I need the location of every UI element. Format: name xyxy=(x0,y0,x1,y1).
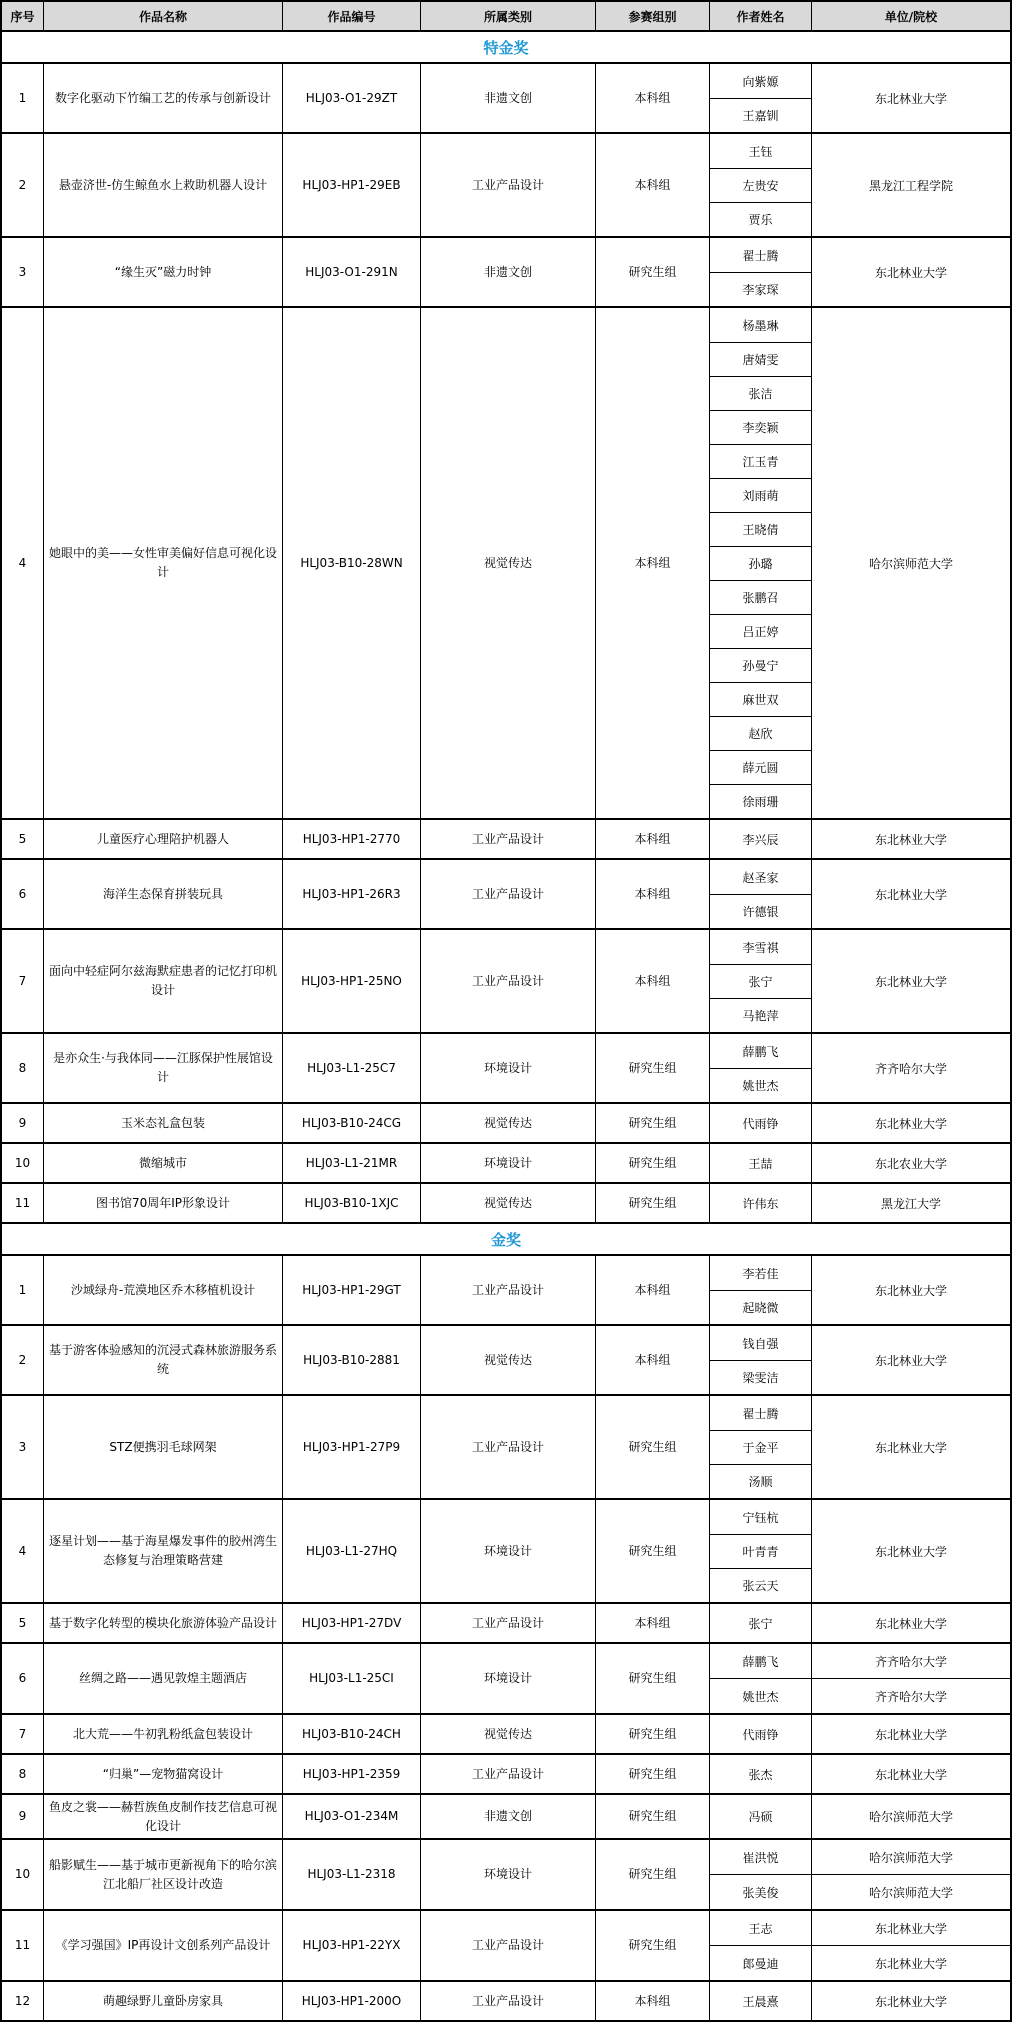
table-row xyxy=(2,1982,1010,2020)
authors-stack xyxy=(710,1795,812,1838)
authors-institution-area xyxy=(710,1604,1010,1642)
work-code-cell: HLJ03-O1-234M xyxy=(283,1795,421,1838)
author-cell: 张宁 xyxy=(748,1616,773,1631)
category-cell: 环境设计 xyxy=(421,1144,596,1182)
work-code-cell: HLJ03-HP1-2359 xyxy=(283,1755,421,1793)
authors-institution-area xyxy=(710,1034,1010,1102)
author-cell: 李家琛 xyxy=(710,272,811,306)
work-title-cell: 数字化驱动下竹编工艺的传承与创新设计 xyxy=(44,64,283,132)
table-row xyxy=(2,1396,1010,1500)
group-cell: 研究生组 xyxy=(596,1184,710,1222)
authors-institution-area xyxy=(710,308,1010,818)
institution-cell: 东北林业大学 xyxy=(874,1956,947,1971)
work-title-cell: 玉米态礼盒包装 xyxy=(44,1104,283,1142)
category-cell: 视觉传达 xyxy=(421,1184,596,1222)
table-row xyxy=(2,1715,1010,1755)
authors-institution-area xyxy=(710,1326,1010,1394)
work-title-cell: 海洋生态保育拼装玩具 xyxy=(44,860,283,928)
author-cell: 王嘉钏 xyxy=(710,98,811,132)
authors-stack xyxy=(710,860,812,928)
serial-cell: 4 xyxy=(2,1500,44,1602)
author-cell: 孙璐 xyxy=(710,546,811,580)
author-cell: 王晨熹 xyxy=(742,1994,779,2009)
table-row xyxy=(2,1326,1010,1396)
authors-stack xyxy=(710,1144,812,1182)
authors-stack xyxy=(710,820,812,858)
table-body xyxy=(2,32,1010,2020)
table-row xyxy=(2,1500,1010,1604)
work-code-cell: HLJ03-HP1-27DV xyxy=(283,1604,421,1642)
authors-stack xyxy=(710,1326,812,1394)
column-header-serial: 序号 xyxy=(2,2,44,30)
author-cell: 代雨铮 xyxy=(742,1727,779,1742)
author-cell: 张洁 xyxy=(710,376,811,410)
serial-cell: 6 xyxy=(2,1644,44,1713)
work-title-cell: 图书馆70周年IP形象设计 xyxy=(44,1184,283,1222)
author-cell: 郎曼迪 xyxy=(710,1946,812,1980)
authors-stack xyxy=(710,1715,812,1753)
category-cell: 工业产品设计 xyxy=(421,134,596,236)
section-header-special-gold: 特金奖 xyxy=(2,32,1010,64)
institution-cell: 黑龙江工程学院 xyxy=(868,178,953,193)
serial-cell: 7 xyxy=(2,1715,44,1753)
author-cell: 向紫嫄 xyxy=(742,74,779,89)
work-title-cell: 萌趣绿野儿童卧房家具 xyxy=(44,1982,283,2020)
column-header-author: 作者姓名 xyxy=(710,2,812,30)
author-cell: 李若佳 xyxy=(742,1266,779,1281)
author-cell: 张云天 xyxy=(710,1568,811,1602)
serial-cell: 6 xyxy=(2,860,44,928)
category-cell: 环境设计 xyxy=(421,1500,596,1602)
column-header-work-code: 作品编号 xyxy=(283,2,421,30)
authors-stack xyxy=(710,238,812,306)
work-title-cell: 基于数字化转型的模块化旅游体验产品设计 xyxy=(44,1604,283,1642)
author-cell: 吕正婷 xyxy=(710,614,811,648)
serial-cell: 11 xyxy=(2,1911,44,1980)
institution-cell: 齐齐哈尔大学 xyxy=(874,1689,947,1704)
table-row xyxy=(2,820,1010,860)
author-cell: 李雪祺 xyxy=(742,940,779,955)
institution-cell: 哈尔滨师范大学 xyxy=(868,1850,953,1865)
author-cell: 钱自强 xyxy=(742,1336,779,1351)
group-cell: 研究生组 xyxy=(596,1755,710,1793)
category-cell: 环境设计 xyxy=(421,1034,596,1102)
institution-cell: 齐齐哈尔大学 xyxy=(874,1654,947,1669)
work-code-cell: HLJ03-HP1-26R3 xyxy=(283,860,421,928)
authors-stack xyxy=(710,1396,812,1498)
author-institution-subrow xyxy=(710,1945,1010,1980)
table-row xyxy=(2,1034,1010,1104)
category-cell: 工业产品设计 xyxy=(421,1256,596,1324)
table-row xyxy=(2,930,1010,1034)
work-code-cell: HLJ03-B10-2881 xyxy=(283,1326,421,1394)
work-code-cell: HLJ03-HP1-29EB xyxy=(283,134,421,236)
work-title-cell: 北大荒——牛初乳粉纸盒包装设计 xyxy=(44,1715,283,1753)
serial-cell: 10 xyxy=(2,1144,44,1182)
table-row xyxy=(2,238,1010,308)
group-cell: 本科组 xyxy=(596,1256,710,1324)
authors-institution-area xyxy=(710,1982,1010,2020)
serial-cell: 3 xyxy=(2,238,44,306)
author-cell: 赵欣 xyxy=(710,716,811,750)
author-cell: 梁雯洁 xyxy=(710,1360,811,1394)
author-cell: 翟士腾 xyxy=(742,1406,779,1421)
column-header-group: 参赛组别 xyxy=(596,2,710,30)
category-cell: 工业产品设计 xyxy=(421,1396,596,1498)
author-cell: 张鹏召 xyxy=(710,580,811,614)
table-row xyxy=(2,134,1010,238)
work-code-cell: HLJ03-L1-27HQ xyxy=(283,1500,421,1602)
authors-stack xyxy=(710,1604,812,1642)
group-cell: 研究生组 xyxy=(596,1104,710,1142)
serial-cell: 8 xyxy=(2,1755,44,1793)
table-row xyxy=(2,1604,1010,1644)
section-header-gold: 金奖 xyxy=(2,1224,1010,1256)
serial-cell: 5 xyxy=(2,1604,44,1642)
author-cell: 刘雨萌 xyxy=(710,478,811,512)
work-title-cell: 《学习强国》IP再设计文创系列产品设计 xyxy=(44,1911,283,1980)
work-code-cell: HLJ03-HP1-2770 xyxy=(283,820,421,858)
author-cell: 许伟东 xyxy=(742,1196,779,1211)
work-title-cell: 逐星计划——基于海星爆发事件的胶州湾生态修复与治理策略营建 xyxy=(44,1500,283,1602)
authors-institution-area xyxy=(710,1184,1010,1222)
authors-institution-area xyxy=(710,64,1010,132)
author-cell: 薛元圆 xyxy=(710,750,811,784)
author-cell: 叶青青 xyxy=(710,1534,811,1568)
author-cell: 王志 xyxy=(710,1911,812,1945)
group-cell: 研究生组 xyxy=(596,1911,710,1980)
table-row xyxy=(2,308,1010,820)
category-cell: 工业产品设计 xyxy=(421,860,596,928)
category-cell: 工业产品设计 xyxy=(421,1604,596,1642)
author-cell: 王钰 xyxy=(748,144,773,159)
category-cell: 环境设计 xyxy=(421,1840,596,1909)
authors-stack xyxy=(710,930,812,1032)
serial-cell: 9 xyxy=(2,1795,44,1838)
category-cell: 环境设计 xyxy=(421,1644,596,1713)
group-cell: 研究生组 xyxy=(596,1500,710,1602)
group-cell: 本科组 xyxy=(596,1604,710,1642)
author-cell: 左贵安 xyxy=(710,168,811,202)
work-code-cell: HLJ03-HP1-22YX xyxy=(283,1911,421,1980)
author-cell: 冯硕 xyxy=(748,1810,773,1825)
author-cell: 起晓微 xyxy=(710,1290,811,1324)
serial-cell: 3 xyxy=(2,1396,44,1498)
group-cell: 本科组 xyxy=(596,820,710,858)
author-cell: 代雨铮 xyxy=(742,1116,779,1131)
work-code-cell: HLJ03-O1-29ZT xyxy=(283,64,421,132)
author-cell: 宁钰杭 xyxy=(742,1510,779,1525)
author-institution-subrow xyxy=(710,1644,1010,1678)
column-header-institution: 单位/院校 xyxy=(884,9,938,24)
institution-cell: 东北林业大学 xyxy=(874,832,947,847)
author-cell: 许德银 xyxy=(710,894,811,928)
work-title-cell: 是亦众生·与我体同——江豚保护性展馆设计 xyxy=(44,1034,283,1102)
author-institution-subrow xyxy=(710,1678,1010,1713)
group-cell: 本科组 xyxy=(596,1326,710,1394)
work-code-cell: HLJ03-HP1-27P9 xyxy=(283,1396,421,1498)
author-cell: 杨墨琳 xyxy=(742,318,779,333)
work-code-cell: HLJ03-HP1-29GT xyxy=(283,1256,421,1324)
work-code-cell: HLJ03-L1-25CI xyxy=(283,1644,421,1713)
author-cell: 江玉青 xyxy=(710,444,811,478)
serial-cell: 2 xyxy=(2,1326,44,1394)
authors-stack xyxy=(710,1256,812,1324)
authors-institution-area xyxy=(710,1715,1010,1753)
author-cell: 王喆 xyxy=(748,1156,773,1171)
author-cell: 赵圣家 xyxy=(742,870,779,885)
institution-cell: 东北林业大学 xyxy=(874,887,947,902)
authors-stack xyxy=(710,1982,812,2020)
author-cell: 张宁 xyxy=(710,964,811,998)
authors-institution-area xyxy=(710,1840,1010,1909)
authors-institution-area xyxy=(710,1795,1010,1838)
author-cell: 张美俊 xyxy=(710,1875,812,1909)
work-title-cell: “归巢”—宠物猫窝设计 xyxy=(44,1755,283,1793)
column-header-work-title: 作品名称 xyxy=(44,2,283,30)
author-cell: 王晓倩 xyxy=(710,512,811,546)
table-header-row xyxy=(2,2,1010,32)
category-cell: 视觉传达 xyxy=(421,1104,596,1142)
work-title-cell: 悬壶济世-仿生鲸鱼水上救助机器人设计 xyxy=(44,134,283,236)
table-row xyxy=(2,1144,1010,1184)
table-row xyxy=(2,1104,1010,1144)
group-cell: 研究生组 xyxy=(596,1795,710,1838)
authors-stack xyxy=(710,1034,812,1102)
group-cell: 研究生组 xyxy=(596,1396,710,1498)
work-code-cell: HLJ03-B10-24CH xyxy=(283,1715,421,1753)
authors-institution-area xyxy=(710,134,1010,236)
category-cell: 工业产品设计 xyxy=(421,820,596,858)
work-title-cell: 鱼皮之裳——赫哲族鱼皮制作技艺信息可视化设计 xyxy=(44,1795,283,1838)
serial-cell: 1 xyxy=(2,1256,44,1324)
work-code-cell: HLJ03-L1-21MR xyxy=(283,1144,421,1182)
author-cell: 李奕颖 xyxy=(710,410,811,444)
category-cell: 视觉传达 xyxy=(421,1715,596,1753)
work-code-cell: HLJ03-O1-291N xyxy=(283,238,421,306)
serial-cell: 1 xyxy=(2,64,44,132)
institution-cell: 东北林业大学 xyxy=(874,1616,947,1631)
authors-institution-area xyxy=(710,238,1010,306)
work-code-cell: HLJ03-B10-1XJC xyxy=(283,1184,421,1222)
table-row xyxy=(2,1840,1010,1911)
work-code-cell: HLJ03-HP1-25NO xyxy=(283,930,421,1032)
serial-cell: 4 xyxy=(2,308,44,818)
institution-cell: 哈尔滨师范大学 xyxy=(868,1810,953,1825)
table-row xyxy=(2,1755,1010,1795)
institution-cell: 东北林业大学 xyxy=(874,1767,947,1782)
author-cell: 薛鹏飞 xyxy=(742,1044,779,1059)
category-cell: 视觉传达 xyxy=(421,1326,596,1394)
work-title-cell: “缘生灭”磁力时钟 xyxy=(44,238,283,306)
institution-cell: 东北农业大学 xyxy=(874,1156,947,1171)
group-cell: 本科组 xyxy=(596,930,710,1032)
group-cell: 本科组 xyxy=(596,1982,710,2020)
institution-cell: 东北林业大学 xyxy=(874,91,947,106)
institution-cell: 东北林业大学 xyxy=(874,1994,947,2009)
category-cell: 工业产品设计 xyxy=(421,1911,596,1980)
work-code-cell: HLJ03-B10-28WN xyxy=(283,308,421,818)
author-cell: 于金平 xyxy=(710,1430,811,1464)
category-cell: 非遗文创 xyxy=(421,64,596,132)
work-code-cell: HLJ03-L1-2318 xyxy=(283,1840,421,1909)
table-row xyxy=(2,64,1010,134)
institution-cell: 黑龙江大学 xyxy=(880,1196,941,1211)
institution-cell: 东北林业大学 xyxy=(874,1283,947,1298)
authors-institution-area xyxy=(710,1500,1010,1602)
institution-cell: 齐齐哈尔大学 xyxy=(874,1061,947,1076)
authors-institution-area xyxy=(710,1144,1010,1182)
work-code-cell: HLJ03-HP1-200O xyxy=(283,1982,421,2020)
table-row xyxy=(2,1795,1010,1840)
author-cell: 唐婧雯 xyxy=(710,342,811,376)
authors-institution-area xyxy=(710,820,1010,858)
institution-cell: 东北林业大学 xyxy=(874,974,947,989)
table-row xyxy=(2,1256,1010,1326)
work-title-cell: 沙域绿舟-荒漠地区乔木移植机设计 xyxy=(44,1256,283,1324)
work-title-cell: 船影赋生——基于城市更新视角下的哈尔滨江北船厂社区设计改造 xyxy=(44,1840,283,1909)
authors-stack xyxy=(710,64,812,132)
group-cell: 本科组 xyxy=(596,308,710,818)
category-cell: 工业产品设计 xyxy=(421,1982,596,2020)
institution-cell: 东北林业大学 xyxy=(874,1921,947,1936)
author-cell: 汤顺 xyxy=(710,1464,811,1498)
author-cell: 姚世杰 xyxy=(710,1068,811,1102)
table-row xyxy=(2,1644,1010,1715)
institution-cell: 东北林业大学 xyxy=(874,1353,947,1368)
serial-cell: 10 xyxy=(2,1840,44,1909)
author-institution-subrow xyxy=(710,1840,1010,1874)
author-cell: 薛鹏飞 xyxy=(710,1644,812,1678)
work-code-cell: HLJ03-B10-24CG xyxy=(283,1104,421,1142)
category-cell: 工业产品设计 xyxy=(421,1755,596,1793)
authors-stack xyxy=(710,1184,812,1222)
category-cell: 视觉传达 xyxy=(421,308,596,818)
author-cell: 徐雨珊 xyxy=(710,784,811,818)
institution-cell: 东北林业大学 xyxy=(874,1116,947,1131)
authors-stack xyxy=(710,1104,812,1142)
work-title-cell: 她眼中的美——女性审美偏好信息可视化设计 xyxy=(44,308,283,818)
authors-institution-area xyxy=(710,1104,1010,1142)
author-cell: 孙曼宁 xyxy=(710,648,811,682)
author-institution-subrow xyxy=(710,1874,1010,1909)
group-cell: 研究生组 xyxy=(596,1715,710,1753)
authors-institution-area xyxy=(710,1644,1010,1713)
table-row xyxy=(2,1911,1010,1982)
group-cell: 研究生组 xyxy=(596,1144,710,1182)
work-title-cell: 儿童医疗心理陪护机器人 xyxy=(44,820,283,858)
institution-cell: 哈尔滨师范大学 xyxy=(868,556,953,571)
author-cell: 李兴辰 xyxy=(742,832,779,847)
work-title-cell: 基于游客体验感知的沉浸式森林旅游服务系统 xyxy=(44,1326,283,1394)
authors-institution-area xyxy=(710,1755,1010,1793)
work-title-cell: 面向中轻症阿尔兹海默症患者的记忆打印机设计 xyxy=(44,930,283,1032)
serial-cell: 11 xyxy=(2,1184,44,1222)
serial-cell: 2 xyxy=(2,134,44,236)
author-cell: 麻世双 xyxy=(710,682,811,716)
institution-cell: 东北林业大学 xyxy=(874,1727,947,1742)
author-cell: 贾乐 xyxy=(710,202,811,236)
author-cell: 翟士腾 xyxy=(742,248,779,263)
serial-cell: 8 xyxy=(2,1034,44,1102)
category-cell: 非遗文创 xyxy=(421,1795,596,1838)
work-title-cell: 丝绸之路——遇见敦煌主题酒店 xyxy=(44,1644,283,1713)
serial-cell: 12 xyxy=(2,1982,44,2020)
group-cell: 研究生组 xyxy=(596,238,710,306)
table-row xyxy=(2,860,1010,930)
group-cell: 研究生组 xyxy=(596,1034,710,1102)
authors-institution-area xyxy=(710,1911,1010,1980)
serial-cell: 9 xyxy=(2,1104,44,1142)
author-cell: 崔洪悦 xyxy=(710,1840,812,1874)
authors-stack xyxy=(710,1755,812,1793)
work-code-cell: HLJ03-L1-25C7 xyxy=(283,1034,421,1102)
institution-cell: 哈尔滨师范大学 xyxy=(868,1885,953,1900)
category-cell: 非遗文创 xyxy=(421,238,596,306)
institution-cell: 东北林业大学 xyxy=(874,1440,947,1455)
serial-cell: 5 xyxy=(2,820,44,858)
authors-stack xyxy=(710,308,812,818)
authors-institution-area xyxy=(710,860,1010,928)
column-header-category: 所属类别 xyxy=(421,2,596,30)
group-cell: 本科组 xyxy=(596,134,710,236)
group-cell: 本科组 xyxy=(596,64,710,132)
authors-institution-area xyxy=(710,930,1010,1032)
institution-cell: 东北林业大学 xyxy=(874,265,947,280)
authors-institution-area xyxy=(710,1396,1010,1498)
group-cell: 研究生组 xyxy=(596,1644,710,1713)
work-title-cell: 微缩城市 xyxy=(44,1144,283,1182)
authors-stack xyxy=(710,1500,812,1602)
author-cell: 姚世杰 xyxy=(710,1679,812,1713)
serial-cell: 7 xyxy=(2,930,44,1032)
group-cell: 本科组 xyxy=(596,860,710,928)
authors-stack xyxy=(710,134,812,236)
author-cell: 张杰 xyxy=(748,1767,773,1782)
author-institution-subrow xyxy=(710,1911,1010,1945)
category-cell: 工业产品设计 xyxy=(421,930,596,1032)
work-title-cell: STZ便携羽毛球网架 xyxy=(44,1396,283,1498)
author-cell: 马艳萍 xyxy=(710,998,811,1032)
table-row xyxy=(2,1184,1010,1224)
authors-institution-area xyxy=(710,1256,1010,1324)
institution-cell: 东北林业大学 xyxy=(874,1544,947,1559)
group-cell: 研究生组 xyxy=(596,1840,710,1909)
